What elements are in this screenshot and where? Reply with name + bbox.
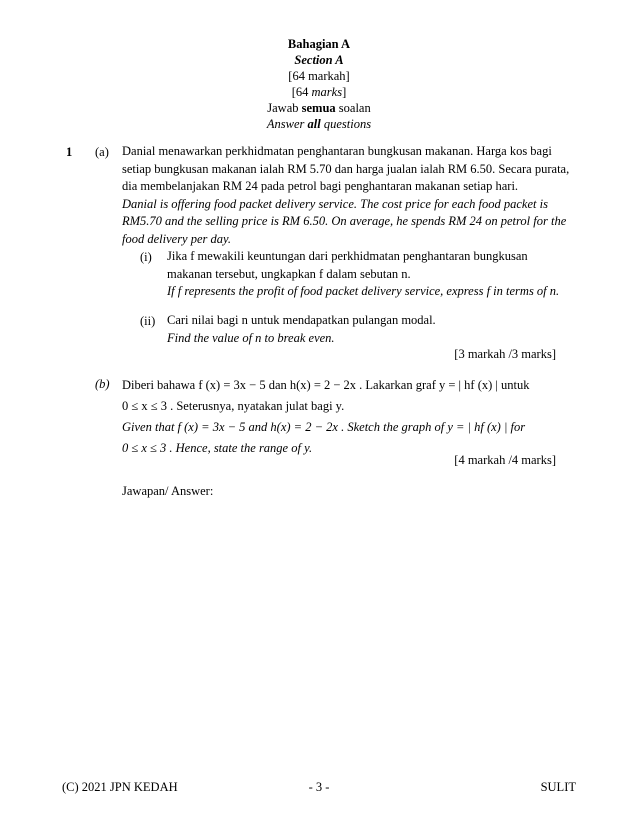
page-footer	[62, 778, 576, 794]
instruction-ms: Jawab semua soalan	[267, 101, 371, 115]
part-a-text	[122, 143, 569, 248]
part-a-marks: [3 markah /3 marks]	[454, 347, 556, 361]
section-marks-ms: [64 markah]	[288, 69, 350, 83]
question-number: 1	[66, 145, 73, 159]
sub-i-text	[167, 248, 559, 301]
part-a-ms-line: dia membelanjakan RM 24 pada petrol bagi penghantaran makanan setiap hari.	[122, 179, 519, 193]
sub-ii-label: (ii)	[140, 314, 156, 328]
section-marks-en: [64 marks]	[291, 85, 347, 99]
part-b-label: (b)	[95, 377, 110, 391]
part-b-marks: [4 markah /4 marks]	[454, 453, 556, 467]
part-b-text	[122, 375, 530, 459]
part-a-en-line: food delivery per day.	[122, 231, 231, 246]
sub-i-label: (i)	[140, 250, 152, 264]
part-a-ms-line: setiap bungkusan makanan ialah RM 5.70 dan harga jualan ialah RM 6.50. Secara purata,	[122, 161, 570, 176]
sub-i-ms-line1: Jika f mewakili keuntungan dari perkhidmatan penghantaran bungkusan	[167, 249, 528, 263]
part-b-en-line1: Given that f (x) = 3x − 5 and h(x) = 2 − 2x . Sketch the graph of y = | hf (x) | for	[122, 420, 526, 434]
footer-classification: SULIT	[540, 780, 576, 794]
part-b-ms-line2: 0 ≤ x ≤ 3 . Seterusnya, nyatakan julat bagi y.	[122, 399, 345, 413]
sub-i-en-line: If f represents the profit of food packet delivery service, express f in terms of n.	[167, 284, 560, 298]
answer-label: Jawapan/ Answer:	[122, 484, 214, 498]
instruction-en: Answer all questions	[266, 117, 372, 131]
part-b-en-line2: 0 ≤ x ≤ 3 . Hence, state the range of y.	[122, 441, 313, 455]
part-b-ms-line1: Diberi bahawa f (x) = 3x − 5 dan h(x) = 2 − 2x . Lakarkan graf y = | hf (x) | untuk	[122, 378, 530, 392]
part-a-en-line: Danial is offering food packet delivery service. The cost price for each food packet is	[122, 196, 548, 211]
part-a-en-line: RM5.70 and the selling price is RM 6.50. On average, he spends RM 24 on petrol for the	[122, 214, 567, 228]
section-header	[0, 36, 638, 132]
section-title-ms: Bahagian A	[287, 37, 351, 51]
footer-page-number: - 3 -	[308, 780, 330, 794]
sub-ii-en-line: Find the value of n to break even.	[167, 330, 335, 345]
part-a-ms-line: Danial menawarkan perkhidmatan penghantaran bungkusan makanan. Harga kos bagi	[122, 144, 552, 158]
footer-copyright: (C) 2021 JPN KEDAH	[62, 780, 178, 794]
section-title-en: Section A	[294, 53, 344, 67]
sub-i-ms-line2: makanan tersebut, ungkapkan f dalam sebutan n.	[167, 266, 411, 281]
sub-ii-text	[167, 312, 436, 347]
sub-ii-ms-line: Cari nilai bagi n untuk mendapatkan pulangan modal.	[167, 313, 436, 327]
part-a-label: (a)	[95, 145, 109, 159]
